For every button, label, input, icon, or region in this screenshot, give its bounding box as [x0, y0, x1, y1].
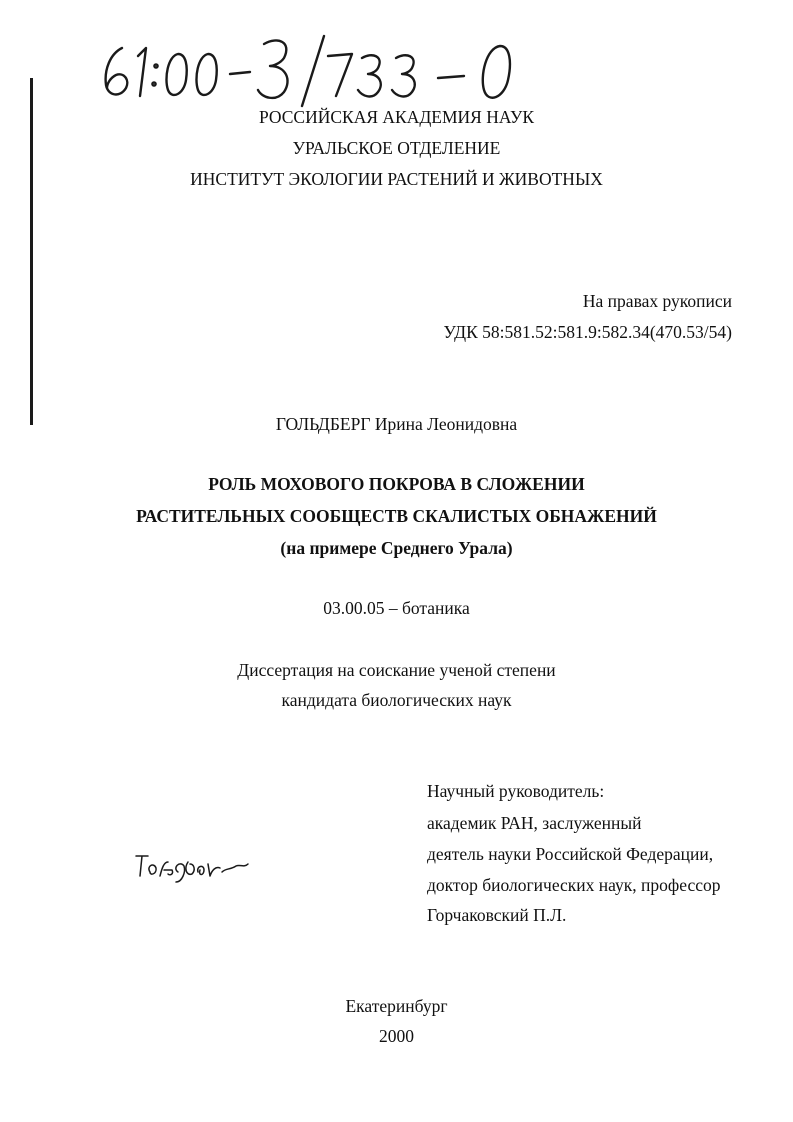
manuscript-rights: На правах рукописи	[582, 291, 732, 311]
specialty-code: 03.00.05 – ботаника	[323, 598, 470, 618]
title-line-2: РАСТИТЕЛЬНЫХ СООБЩЕСТВ СКАЛИСТЫХ ОБНАЖЕНИЙ	[136, 506, 657, 526]
supervisor-title-1: академик РАН, заслуженный	[427, 813, 642, 833]
supervisor-title-2: деятель науки Российской Федерации,	[427, 844, 714, 864]
academy-name: РОССИЙСКАЯ АКАДЕМИЯ НАУК	[258, 107, 535, 127]
author-name: ГОЛЬДБЕРГ Ирина Леонидовна	[275, 414, 518, 434]
scan-edge-line	[30, 78, 33, 425]
institute-name: ИНСТИТУТ ЭКОЛОГИИ РАСТЕНИЙ И ЖИВОТНЫХ	[190, 169, 603, 189]
title-line-1: РОЛЬ МОХОВОГО ПОКРОВА В СЛОЖЕНИИ	[208, 474, 585, 494]
supervisor-heading: Научный руководитель:	[427, 781, 605, 801]
city: Екатеринбург	[345, 996, 448, 1016]
branch-name: УРАЛЬСКОЕ ОТДЕЛЕНИЕ	[292, 138, 501, 158]
udc-code: УДК 58:581.52:581.9:582.34(470.53/54)	[443, 322, 732, 342]
dissertation-line-2: кандидата биологических наук	[281, 690, 512, 710]
supervisor-title-3: доктор биологических наук, профессор	[427, 875, 721, 895]
title-subtitle: (на примере Среднего Урала)	[280, 538, 513, 558]
supervisor-name: Горчаковский П.Л.	[427, 905, 567, 925]
year: 2000	[379, 1026, 414, 1046]
author-signature	[132, 850, 250, 884]
dissertation-line-1: Диссертация на соискание ученой степени	[237, 660, 556, 680]
handwritten-archive-number	[96, 30, 536, 110]
